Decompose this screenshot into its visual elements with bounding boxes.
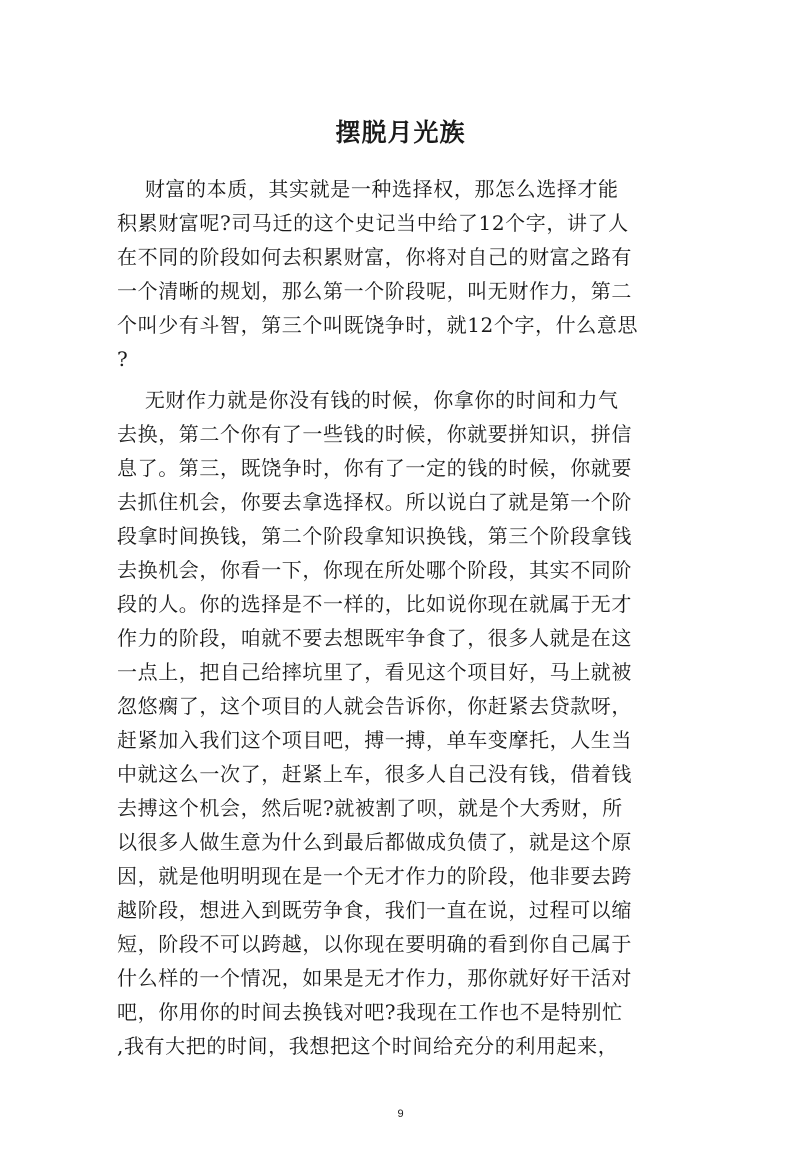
paragraph-1 xyxy=(117,172,657,376)
text-line: 越阶段，想进入到既劳争食，我们一直在说，过程可以缩 xyxy=(117,898,632,922)
text-line: 无财作力就是你没有钱的时候，你拿你的时间和力气 xyxy=(117,388,619,412)
page-title: 摆脱月光族 xyxy=(335,118,466,147)
text-line: 个叫少有斗智，第三个叫既饶争时，就12个字，什么意思 xyxy=(117,313,639,337)
text-line: 中就这么一次了，赶紧上车，很多人自己没有钱，借着钱 xyxy=(117,762,632,786)
text-line: 赶紧加入我们这个项目吧，搏一搏，单车变摩托，人生当 xyxy=(117,728,632,752)
text-line: 息了。第三，既饶争时，你有了一定的钱的时候，你就要 xyxy=(117,456,632,480)
text-line: 去换，第二个你有了一些钱的时候，你就要拼知识，拼信 xyxy=(117,422,632,446)
text-line: 短，阶段不可以跨越，以你现在要明确的看到你自己属于 xyxy=(117,932,632,956)
text-line: ,我有大把的时间，我想把这个时间给充分的利用起来， xyxy=(117,1034,619,1058)
text-line: 以很多人做生意为什么到最后都做成负债了，就是这个原 xyxy=(117,830,632,854)
page-number: 9 xyxy=(397,1108,404,1120)
text-line: 去抓住机会，你要去拿选择权。所以说白了就是第一个阶 xyxy=(117,490,632,514)
text-line: 因，就是他明明现在是一个无才作力的阶段，他非要去跨 xyxy=(117,864,632,888)
text-line: 段拿时间换钱，第二个阶段拿知识换钱，第三个阶段拿钱 xyxy=(117,524,632,548)
text-line: 一点上，把自己给摔坑里了，看见这个项目好，马上就被 xyxy=(117,660,632,684)
text-line: 去搏这个机会，然后呢?就被割了呗，就是个大秀财，所 xyxy=(117,796,623,820)
text-line: 段的人。你的选择是不一样的，比如说你现在就属于无才 xyxy=(117,592,632,616)
text-line: 财富的本质，其实就是一种选择权，那怎么选择才能 xyxy=(117,177,619,201)
paragraph-2 xyxy=(117,383,657,1063)
text-line: 吧，你用你的时间去换钱对吧?我现在工作也不是特别忙 xyxy=(117,1000,623,1024)
text-line: 去换机会，你看一下，你现在所处哪个阶段，其实不同阶 xyxy=(117,558,632,582)
text-line: 忽悠瘸了，这个项目的人就会告诉你，你赶紧去贷款呀， xyxy=(117,694,632,718)
text-line: 作力的阶段，咱就不要去想既牢争食了，很多人就是在这 xyxy=(117,626,632,650)
text-line: 一个清晰的规划，那么第一个阶段呢，叫无财作力，第二 xyxy=(117,279,632,303)
text-line: 什么样的一个情况，如果是无才作力，那你就好好干活对 xyxy=(117,966,632,990)
text-line: ? xyxy=(117,347,129,371)
text-line: 在不同的阶段如何去积累财富，你将对自己的财富之路有 xyxy=(117,245,632,269)
text-line: 积累财富呢?司马迁的这个史记当中给了12个字，讲了人 xyxy=(117,211,629,235)
